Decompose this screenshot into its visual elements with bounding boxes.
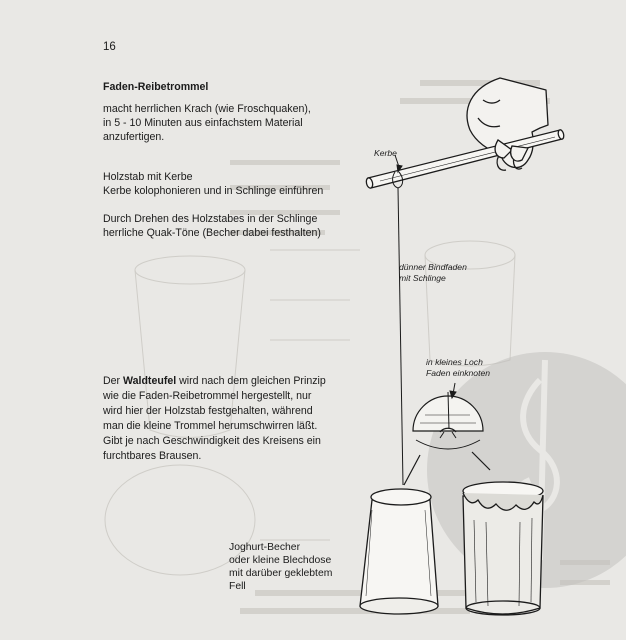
- detail-loupe: [404, 392, 490, 485]
- page-number: 16: [103, 41, 116, 53]
- section-title: Faden-Reibetrommel: [103, 81, 209, 93]
- waldteufel-line-rest: wird nach dem gleichen Prinzip: [176, 375, 326, 387]
- waldteufel-prefix: Der: [103, 375, 124, 387]
- caption-line: Joghurt-Becher: [229, 542, 301, 553]
- tin-can-drum: [463, 482, 543, 615]
- caption-line: Fell: [229, 581, 246, 592]
- label-loch: [426, 357, 490, 379]
- waldteufel-term: Waldteufel: [123, 375, 177, 387]
- waldteufel-line: wie die Faden-Reibetrommel hergestellt, nur: [103, 390, 312, 402]
- instruction-block-2: [103, 212, 353, 240]
- instruction-line: Kerbe kolophonieren und in Schlinge einführen: [103, 185, 324, 197]
- waldteufel-line: wird hier der Holzstab festgehalten, während: [103, 405, 313, 417]
- caption-line: mit darüber geklebtem: [229, 568, 333, 579]
- waldteufel-line: Gibt je nach Geschwindigkeit des Kreisens ein: [103, 435, 321, 447]
- waldteufel-line: man die kleine Trommel herumschwirren läßt.: [103, 420, 318, 432]
- yogurt-cup: [360, 489, 438, 614]
- instruction-line: Durch Drehen des Holzstabes in der Schlinge: [103, 213, 318, 225]
- caption-line: oder kleine Blechdose: [229, 555, 332, 566]
- intro-line: macht herrlichen Krach (wie Froschquaken),: [103, 103, 311, 115]
- label-bindfaden: [399, 262, 467, 284]
- waldteufel-line: [103, 374, 343, 389]
- label-line: in kleines Loch: [426, 357, 483, 367]
- instruction-block-1: [103, 170, 353, 198]
- intro-line: in 5 - 10 Minuten aus einfachstem Material: [103, 117, 303, 129]
- waldteufel-line: furchtbares Brausen.: [103, 450, 202, 462]
- instruction-line: Holzstab mit Kerbe: [103, 171, 193, 183]
- waldteufel-paragraph: [103, 374, 343, 464]
- string: [393, 172, 403, 485]
- label-kerbe: Kerbe: [374, 148, 397, 158]
- label-line: dünner Bindfaden: [399, 262, 467, 272]
- intro-paragraph: [103, 102, 341, 144]
- instruction-line: herrliche Quak-Töne (Becher dabei festhalten): [103, 227, 321, 239]
- figure-caption: [229, 541, 349, 593]
- label-line: Faden einknoten: [426, 368, 491, 378]
- label-line: mit Schlinge: [399, 273, 446, 283]
- intro-line: anzufertigen.: [103, 131, 165, 143]
